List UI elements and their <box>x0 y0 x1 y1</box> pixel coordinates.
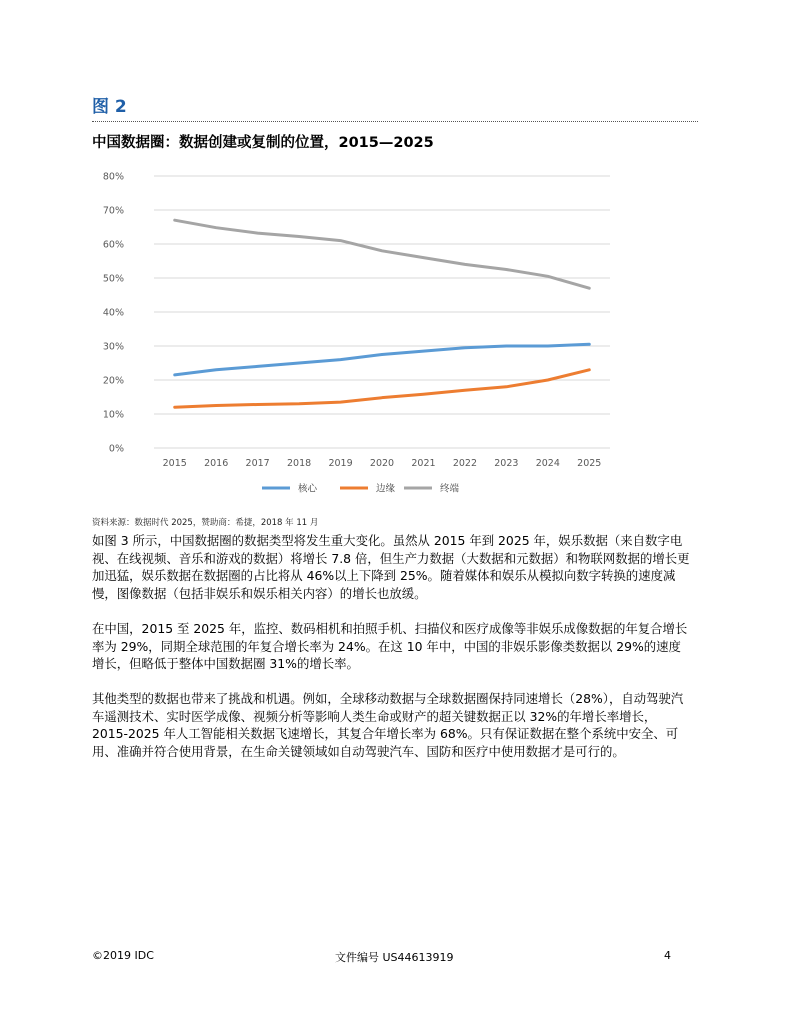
legend-label: 边缘 <box>376 483 396 495</box>
legend-label: 核心 <box>298 483 318 495</box>
x-tick-label: 2017 <box>245 458 270 469</box>
paragraph-2: 在中国，2015 至 2025 年，监控、数码相机和拍照手机、扫描仪和医疗成像等非娱乐成像数据的年复合增长率为 29%，同期全球范围的年复合增长率为 24%。在这 10 年中，中国的非娱乐影像类数据以 29%的速度增长，但略低于整体中国数据圈 31%的增长率。 <box>92 621 688 672</box>
line-chart <box>92 160 622 505</box>
series-line <box>175 344 590 375</box>
y-tick-label: 40% <box>102 307 124 319</box>
x-tick-label: 2024 <box>535 458 560 469</box>
x-tick-label: 2018 <box>286 458 312 469</box>
y-tick-label: 60% <box>102 239 124 251</box>
y-tick-label: 0% <box>108 443 124 455</box>
figure-label: 图 2 <box>92 97 127 117</box>
section-divider <box>92 121 698 122</box>
x-tick-label: 2020 <box>369 458 395 469</box>
x-tick-label: 2016 <box>204 458 229 469</box>
y-tick-label: 70% <box>102 205 124 217</box>
footer-doc-number: 文件编号 US44613919 <box>335 951 454 964</box>
chart-title: 中国数据圈：数据创建或复制的位置，2015—2025 <box>92 135 434 151</box>
y-tick-label: 80% <box>102 171 124 183</box>
y-tick-label: 10% <box>102 409 124 421</box>
paragraph-1: 如图 3 所示，中国数据圈的数据类型将发生重大变化。虽然从 2015 年到 2025 年，娱乐数据（来自数字电视、在线视频、音乐和游戏的数据）将增长 7.8 倍，但生产力数据（大数据和元数据）和物联网数据的增长更加迅猛，娱乐数据在数据圈的占比将从 46%以上下降到 25%。随着媒体和娱乐从模拟向数字转换的速度减慢，图像数据（包括非娱乐和娱乐相关内容）的增长也放缓。 <box>92 533 690 601</box>
x-tick-label: 2022 <box>452 458 478 469</box>
footer-page-number: 4 <box>664 949 671 962</box>
y-tick-label: 50% <box>102 273 124 285</box>
y-tick-label: 20% <box>102 375 124 387</box>
series-line <box>175 370 590 407</box>
x-tick-label: 2021 <box>411 458 436 469</box>
x-tick-label: 2025 <box>577 458 602 469</box>
source-note: 资料来源：数据时代 2025，赞助商：希捷，2018 年 11 月 <box>92 518 319 528</box>
legend-label: 终端 <box>440 483 460 495</box>
footer-copyright: ©2019 IDC <box>92 949 154 962</box>
y-tick-label: 30% <box>102 341 124 353</box>
paragraph-3: 其他类型的数据也带来了挑战和机遇。例如，全球移动数据与全球数据圈保持同速增长（28%），自动驾驶汽车遥测技术、实时医学成像、视频分析等影响人类生命或财产的超关键数据正以 32%的年增长率增长，2015-2025 年人工智能相关数据飞速增长，其复合年增长率为 68%。只有保证数据在整个系统中安全、可用、准确并符合使用背景，在生命关键领域如自动驾驶汽车、国防和医疗中使用数据才是可行的。 <box>92 691 684 759</box>
x-tick-label: 2023 <box>494 458 519 469</box>
x-tick-label: 2015 <box>162 458 187 469</box>
x-tick-label: 2019 <box>328 458 353 469</box>
